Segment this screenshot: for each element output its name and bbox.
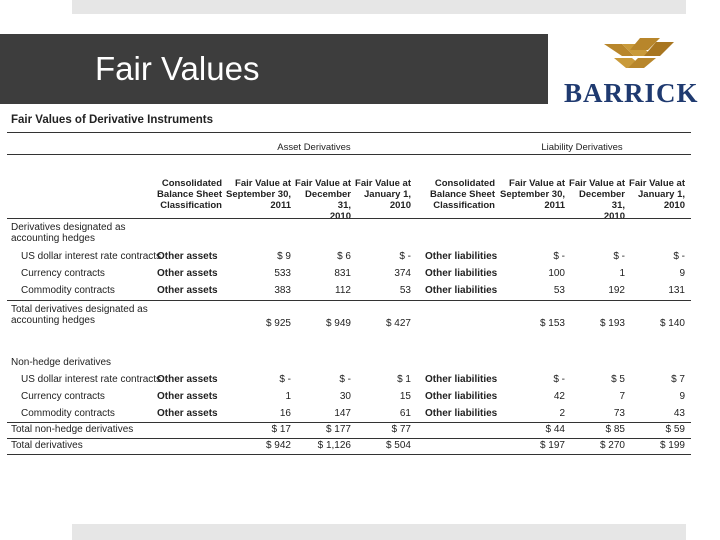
table-cell-value: $ 44 xyxy=(545,424,565,435)
table-cell-classification: Other liabilities xyxy=(425,285,498,296)
column-header-line: 2010 xyxy=(603,211,625,222)
table-cell-value: 73 xyxy=(613,408,625,419)
logo-wordmark: BARRICK xyxy=(564,78,699,108)
column-header xyxy=(295,178,351,222)
row-label: US dollar interest rate contracts xyxy=(21,374,162,385)
column-header-line: 2010 xyxy=(389,200,411,211)
table-cell-value: $ 193 xyxy=(599,318,625,329)
table-cell-value: $ 59 xyxy=(665,424,685,435)
table-cell-value: 192 xyxy=(608,285,625,296)
table-cell-value: $ 270 xyxy=(599,440,625,451)
slide-title: Fair Values xyxy=(95,50,260,87)
table-cell-value: $ 1,126 xyxy=(317,440,351,451)
barrick-logo xyxy=(562,32,714,108)
table-cell-value: $ - xyxy=(399,251,411,262)
table-cell-value: 1 xyxy=(285,391,291,402)
top-frame-bar xyxy=(72,0,686,14)
column-header-line: Consolidated xyxy=(434,178,495,189)
table-cell-value: $ 199 xyxy=(659,440,685,451)
table-cell-value: $ - xyxy=(613,251,625,262)
column-header-line: 2010 xyxy=(663,200,685,211)
row-label: Commodity contracts xyxy=(21,408,115,419)
table-cell-classification: Other assets xyxy=(157,391,218,402)
table-cell-classification: Other assets xyxy=(157,268,218,279)
row-label: Commodity contracts xyxy=(21,285,115,296)
table-cell-value: $ - xyxy=(553,251,565,262)
table-cell-value: $ - xyxy=(279,374,291,385)
asset-derivatives-header: Asset Derivatives xyxy=(277,142,351,153)
table-cell-value: $ 504 xyxy=(385,440,411,451)
table-cell-value: 9 xyxy=(679,391,685,402)
row-label: Derivatives designated as accounting hedges xyxy=(11,222,126,244)
table-cell-value: 374 xyxy=(394,268,411,279)
table-cell-value: 383 xyxy=(274,285,291,296)
table-cell-value: 53 xyxy=(553,285,565,296)
table-cell-value: $ 9 xyxy=(277,251,291,262)
column-header xyxy=(569,178,625,222)
table-cell-value: $ 7 xyxy=(671,374,685,385)
table-cell-value: $ 925 xyxy=(265,318,291,329)
column-header-line: January 1, xyxy=(638,189,685,200)
column-header-line: 2011 xyxy=(270,200,291,211)
row-rule xyxy=(7,422,691,423)
table-cell-value: $ - xyxy=(553,374,565,385)
liability-derivatives-header: Liability Derivatives xyxy=(541,142,623,153)
row-rule xyxy=(7,300,691,301)
row-label: Total derivatives designated as accounting hedges xyxy=(11,304,148,326)
column-header-line: January 1, xyxy=(364,189,411,200)
column-header xyxy=(225,178,291,211)
column-header xyxy=(629,178,685,211)
table-cell-value: $ 6 xyxy=(337,251,351,262)
table-cell-value: 61 xyxy=(399,408,411,419)
table-cell-value: 147 xyxy=(334,408,351,419)
table-title: Fair Values of Derivative Instruments xyxy=(11,114,213,126)
column-header-line: 2011 xyxy=(544,200,565,211)
table-cell-value: 9 xyxy=(679,268,685,279)
table-cell-classification: Other assets xyxy=(157,408,218,419)
row-label: Total non-hedge derivatives xyxy=(11,424,134,435)
table-cell-classification: Other assets xyxy=(157,285,218,296)
row-label: Total derivatives xyxy=(11,440,83,451)
column-header xyxy=(425,178,495,211)
title-bar xyxy=(0,34,548,104)
title-rule xyxy=(7,132,691,133)
column-header-line: 2010 xyxy=(329,211,351,222)
table-cell-value: $ 5 xyxy=(611,374,625,385)
table-cell-classification: Other liabilities xyxy=(425,391,498,402)
row-label: Currency contracts xyxy=(21,268,105,279)
table-cell-value: $ - xyxy=(339,374,351,385)
column-header-line: Fair Value at xyxy=(509,178,565,189)
table-cell-value: 2 xyxy=(559,408,565,419)
header-rule xyxy=(7,218,691,219)
column-header-line: December 31, xyxy=(305,189,351,211)
table-cell-value: 16 xyxy=(279,408,291,419)
table-cell-value: $ 17 xyxy=(271,424,291,435)
row-rule xyxy=(7,454,691,455)
table-cell-value: 42 xyxy=(553,391,565,402)
derivatives-table xyxy=(7,112,691,462)
table-cell-value: $ 140 xyxy=(659,318,685,329)
row-rule xyxy=(7,438,691,439)
table-cell-classification: Other liabilities xyxy=(425,408,498,419)
logo-mark-icon xyxy=(600,34,680,74)
column-header xyxy=(355,178,411,211)
row-label: Non-hedge derivatives xyxy=(11,357,112,368)
table-cell-value: $ 949 xyxy=(325,318,351,329)
table-cell-value: 30 xyxy=(339,391,351,402)
column-header-line: December 31, xyxy=(579,189,625,211)
bottom-frame-bar xyxy=(72,524,686,540)
row-label: US dollar interest rate contracts xyxy=(21,251,162,262)
column-header-line: Consolidated xyxy=(161,178,222,189)
table-cell-value: $ 85 xyxy=(605,424,625,435)
table-cell-value: 112 xyxy=(335,285,351,296)
table-cell-value: $ 1 xyxy=(397,374,411,385)
table-cell-value: 131 xyxy=(668,285,685,296)
row-label: Currency contracts xyxy=(21,391,105,402)
column-header-line: Fair Value at xyxy=(355,178,411,189)
column-header-line: Classification xyxy=(160,200,222,211)
column-header-line: Balance Sheet xyxy=(157,189,222,200)
table-cell-value: $ - xyxy=(673,251,685,262)
table-cell-classification: Other liabilities xyxy=(425,251,498,262)
table-cell-value: $ 942 xyxy=(265,440,291,451)
table-cell-value: $ 153 xyxy=(539,318,565,329)
table-cell-value: 1 xyxy=(619,268,625,279)
column-header-line: September 30, xyxy=(500,189,565,200)
table-cell-value: $ 177 xyxy=(325,424,351,435)
table-cell-value: 43 xyxy=(673,408,685,419)
table-cell-value: $ 427 xyxy=(385,318,411,329)
column-header-line: Fair Value at xyxy=(235,178,291,189)
column-header-line: September 30, xyxy=(226,189,291,200)
table-cell-classification: Other liabilities xyxy=(425,268,498,279)
column-header-line: Fair Value at xyxy=(295,178,351,189)
table-cell-value: $ 197 xyxy=(539,440,565,451)
column-header xyxy=(157,178,222,211)
column-header-line: Balance Sheet xyxy=(430,189,495,200)
table-cell-value: 15 xyxy=(399,391,411,402)
group-rule xyxy=(7,154,691,155)
table-cell-value: 100 xyxy=(548,268,565,279)
table-cell-value: 7 xyxy=(619,391,625,402)
column-header xyxy=(499,178,565,211)
table-cell-value: 53 xyxy=(399,285,411,296)
column-header-line: Fair Value at xyxy=(569,178,625,189)
table-cell-value: 831 xyxy=(334,268,351,279)
table-cell-classification: Other liabilities xyxy=(425,374,498,385)
table-cell-value: 533 xyxy=(274,268,291,279)
column-header-line: Classification xyxy=(433,200,495,211)
table-cell-classification: Other assets xyxy=(157,374,218,385)
table-cell-value: $ 77 xyxy=(391,424,411,435)
table-cell-classification: Other assets xyxy=(157,251,218,262)
column-header-line: Fair Value at xyxy=(629,178,685,189)
